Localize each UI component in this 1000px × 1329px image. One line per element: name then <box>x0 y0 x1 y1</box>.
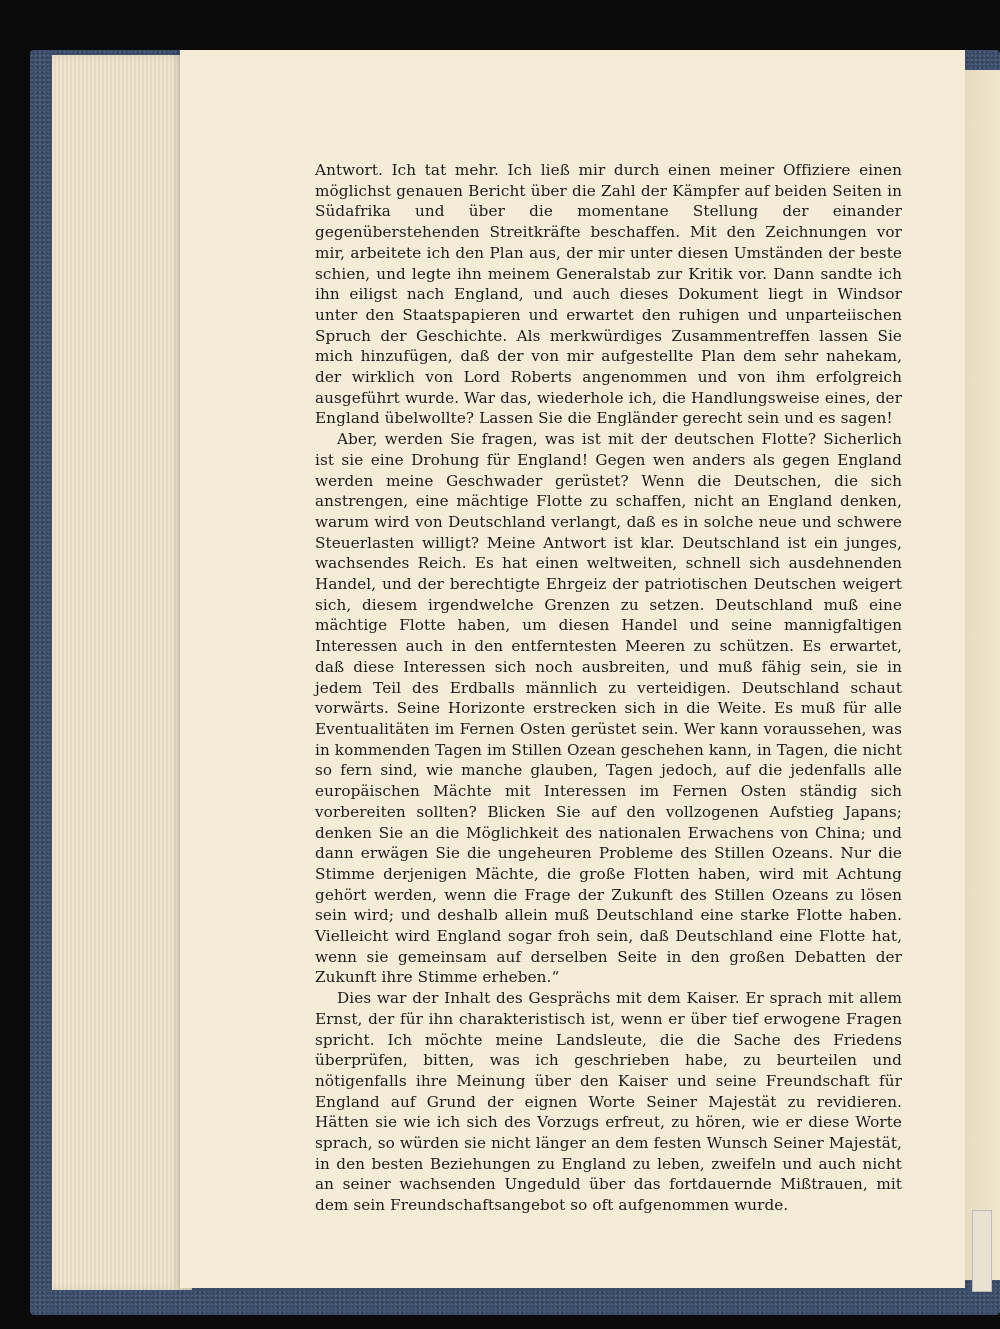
paragraph-2: Aber, werden Sie fragen, was ist mit der deutschen Flotte? Sicherlich ist sie eine Drohung für England! Gegen wen anders als gegen England werden meine Geschwader gerüstet? Wenn die Deutschen, die sich anstrengen, eine mächtige Flotte zu schaffen, nicht an England denken, warum wird von Deutschland verlangt, daß es in solche neue und schwere Steuerlasten willigt? Meine Antwort ist klar. Deutschland ist ein junges, wachsendes Reich. Es hat einen weltweiten, schnell sich ausdehnenden Handel, und der berechtigte Ehrgeiz der patriotischen Deutschen weigert sich, diesem irgendwelche Grenzen zu setzen. Deutschland muß eine mächtige Flotte haben, um diesen Handel und seine mannigfaltigen Interessen auch in den entferntesten Meeren zu schützen. Es erwartet, daß diese Interessen sich noch ausbreiten, und muß fähig sein, sie in jedem Teil des Erdballs männlich zu verteidigen. Deutschland schaut vorwärts. Seine Horizonte erstrecken sich in die Weite. Es muß für alle Eventualitäten im Fernen Osten gerüstet sein. Wer kann voraussehen, was in kommenden Tagen im Stillen Ozean geschehen kann, in Tagen, die nicht so fern sind, wie manche glauben, Tagen jedoch, auf die jedenfalls alle europäischen Mächte mit Interessen im Fernen Osten ständig sich vorbereiten sollten? Blicken Sie auf den vollzogenen Aufstieg Japans; denken Sie an die Möglichkeit des nationalen Erwachens von China; und dann erwägen Sie die ungeheuren Probleme des Stillen Ozeans. Nur die Stimme derjenigen Mächte, die große Flotten haben, wird mit Achtung gehört werden, wenn die Frage der Zukunft des Stillen Ozeans zu lösen sein wird; und deshalb allein muß Deutschland eine starke Flotte haben. Vielleicht wird England sogar froh sein, daß Deutschland eine Flotte hat, wenn sie gemeinsam auf derselben Seite in den großen Debatten der Zukunft ihre Stimme erheben.“ <box>315 430 902 987</box>
next-page-edge <box>965 70 1000 1280</box>
bookmark-ribbon <box>972 1210 992 1292</box>
paragraph-1: Antwort. Ich tat mehr. Ich ließ mir durch einen meiner Offiziere einen möglichst genauen Bericht über die Zahl der Kämpfer auf beiden Seiten in Südafrika und über die momentane Stellung der einander gegenüberstehenden Streitkräfte beschaffen. Mit den Zeichnungen vor mir, arbeitete ich den Plan aus, der mir unter diesen Umständen der beste schien, und legte ihn meinem Generalstab zur Kritik vor. Dann sandte ich ihn eiligst nach England, und auch dieses Dokument liegt in Windsor unter den Staatspapieren und erwartet den ruhigen und unparteiischen Spruch der Geschichte. Als merkwürdiges Zusammentreffen lassen Sie mich hinzufügen, daß der von mir aufgestellte Plan dem sehr nahekam, der wirklich von Lord Roberts angenommen und von ihm erfolgreich ausgeführt wurde. War das, wiederhole ich, die Handlungsweise eines, der England übelwollte? Lassen Sie die Engländer gerecht sein und es sagen! <box>315 161 902 428</box>
page-text <box>315 160 902 1216</box>
page-edges-stack <box>52 55 192 1290</box>
paragraph-3: Dies war der Inhalt des Gesprächs mit dem Kaiser. Er sprach mit allem Ernst, der für ihn charakteristisch ist, wenn er über tief erwogene Fragen spricht. Ich möchte meine Landsleute, die die Sache des Friedens überprüfen, bitten, was ich geschrieben habe, zu beurteilen und nötigenfalls ihre Meinung über den Kaiser und seine Freundschaft für England auf Grund der eignen Worte Seiner Majestät zu revidieren. Hätten sie wie ich sich des Vorzugs erfreut, zu hören, wie er diese Worte sprach, so würden sie nicht länger an dem festen Wunsch Seiner Majestät, in den besten Beziehungen zu England zu leben, zweifeln und auch nicht an seiner wachsenden Ungeduld über das fortdauernde Mißtrauen, mit dem sein Freundschaftsangebot so oft aufgenommen wurde. <box>315 989 902 1215</box>
